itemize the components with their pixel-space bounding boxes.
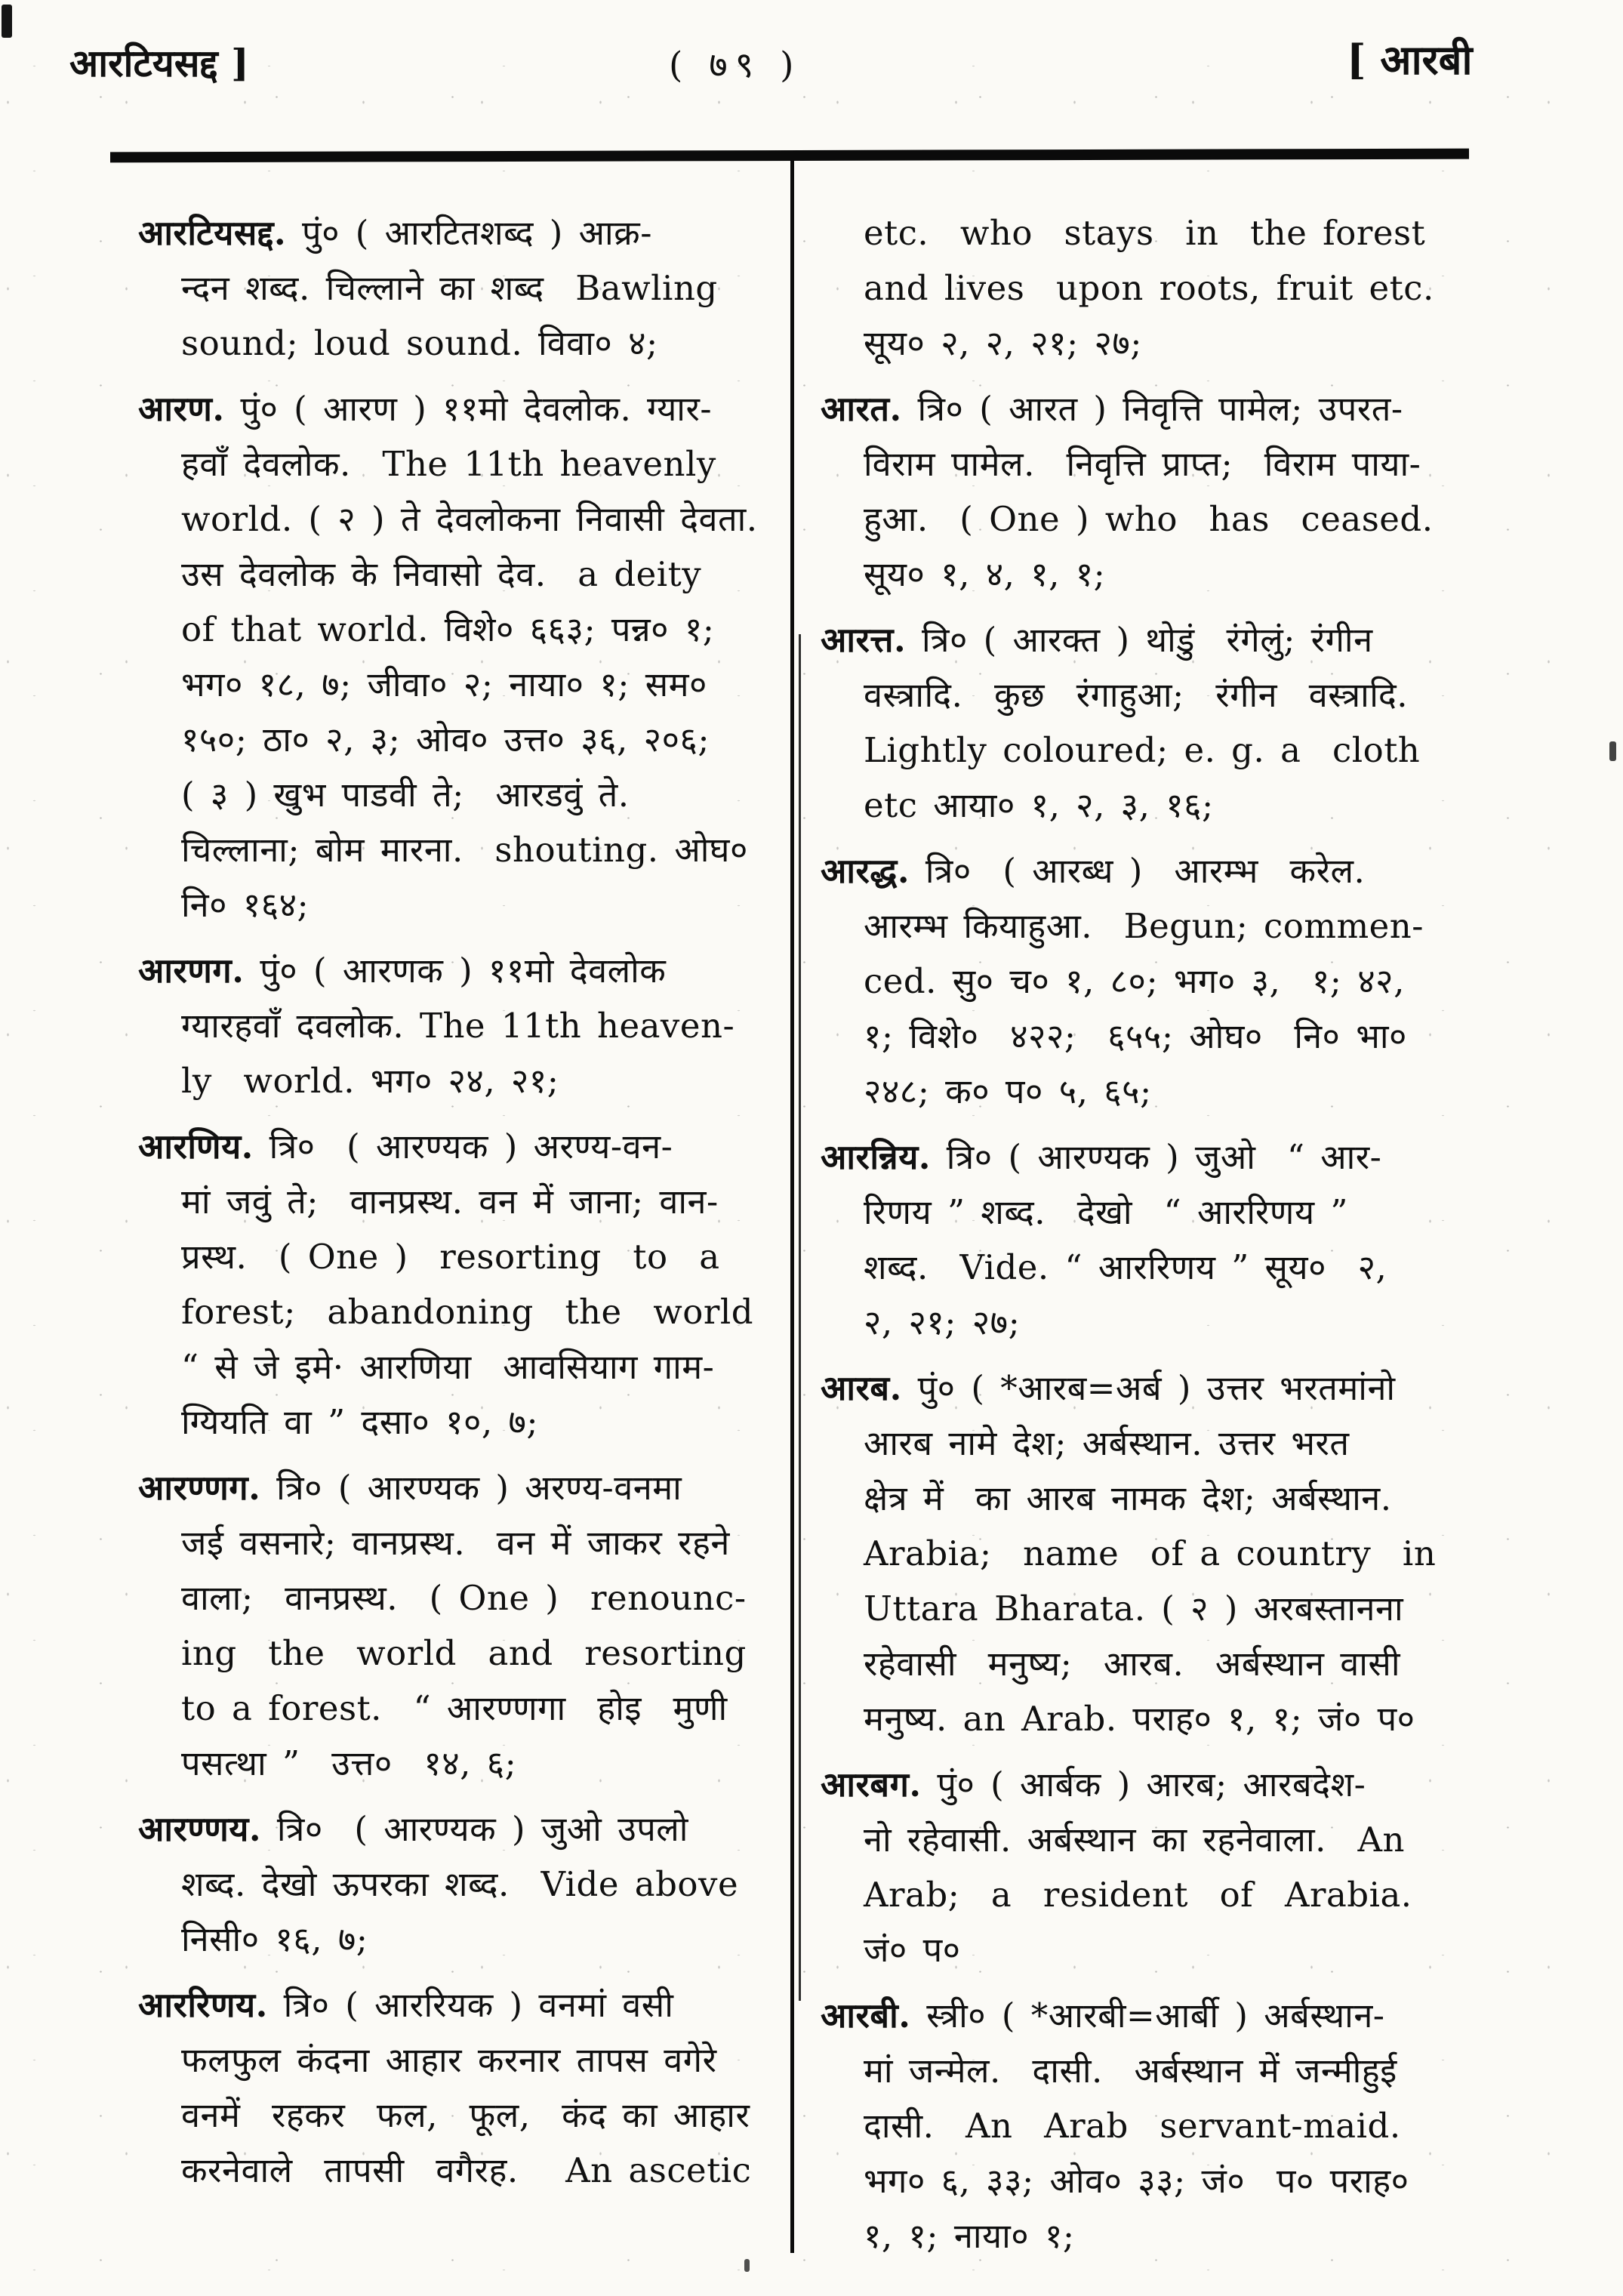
entry-first-line	[138, 943, 790, 998]
entry-text: त्रि० ( आरण्यक ) अरण्य-वनमा	[260, 1468, 682, 1508]
entry-headword: आरब.	[821, 1368, 902, 1408]
column-divider	[790, 160, 794, 2253]
entry-text: पुं० ( आरण ) ११मो देवलोक. ग्यार-	[224, 389, 713, 429]
page-number: ( ७९ )	[669, 45, 802, 86]
entry-line: फलफुल कंदना आहार करनार तापस वगेरे	[181, 2040, 717, 2080]
entry-line: and lives upon roots, fruit etc.	[864, 268, 1434, 308]
entry-line: ced. सु० च० १, ८०; भग० ३, १; ४२,	[864, 961, 1405, 1001]
dictionary-entry	[138, 205, 790, 371]
entry-line: २, २१; २७;	[864, 1302, 1021, 1342]
dictionary-entry	[821, 1361, 1530, 1746]
entry-line: आरब नामे देश; अर्बस्थान. उत्तर भरत	[864, 1423, 1350, 1463]
entry-line: पसत्था ” उत्त० १४, ६;	[181, 1743, 517, 1783]
entry-line: १, १; नाया० १;	[864, 2216, 1075, 2256]
running-head-right-catchword: [ आरबी	[1347, 35, 1473, 84]
entry-first-line	[138, 1801, 790, 1857]
entry-line: मनुष्य. an Arab. पराह० १, १; जं० प०	[864, 1699, 1415, 1739]
entry-text: त्रि० ( आरण्यक ) अरण्य-वन-	[253, 1126, 673, 1166]
entry-line: वनमें रहकर फल, फूल, कंद का आहार	[181, 2095, 750, 2135]
entry-line: शब्द. देखो ऊपरका शब्द. Vide above	[181, 1864, 739, 1904]
entry-first-line	[821, 381, 1530, 436]
entry-headword: आररिणय.	[138, 1985, 268, 2025]
entry-line: “ से जे इमे· आरणिया आवसियाग गाम-	[181, 1347, 715, 1387]
dictionary-entry	[138, 381, 790, 932]
entry-text: त्रि० ( आररियक ) वनमां वसी	[267, 1985, 674, 2025]
entry-line: Arabia; name of a country in	[864, 1533, 1437, 1573]
entry-first-line	[138, 205, 790, 260]
entry-headword: आरण्णय.	[138, 1809, 262, 1849]
dictionary-entry	[821, 1988, 1530, 2264]
scan-artifact	[1609, 741, 1616, 761]
entry-first-line	[138, 381, 790, 436]
entry-line: रिणय ” शब्द. देखो “ आररिणय ”	[864, 1192, 1348, 1232]
entry-line: sound; loud sound. विवा० ४;	[181, 323, 658, 363]
entry-headword: आरबग.	[821, 1764, 922, 1804]
entry-line: नो रहेवासी. अर्बस्थान का रहनेवाला. An	[864, 1820, 1405, 1860]
entry-line: आरम्भ कियाहुआ. Begun; commen-	[864, 906, 1424, 946]
dictionary-entry	[138, 1119, 790, 1450]
entry-line: मां जवुं ते; वानप्रस्थ. वन में जाना; वान-	[181, 1182, 719, 1222]
entry-headword: आरणग.	[138, 951, 245, 991]
entry-line: भग० ६, ३३; ओव० ३३; जं० प० पराह०	[864, 2161, 1409, 2201]
entry-line: जई वसनारे; वानप्रस्थ. वन में जाकर रहने	[181, 1523, 730, 1563]
entry-text: त्रि० ( आरण्यक ) जुओ उपलो	[261, 1809, 688, 1849]
entry-line: सूय० २, २, २१; २७;	[864, 323, 1142, 363]
entry-first-line	[821, 1757, 1530, 1812]
scan-artifact	[2, 5, 12, 38]
entry-text: पुं० ( आरणक ) ११मो देवलोक	[244, 951, 667, 991]
entry-first-line	[821, 612, 1530, 667]
entry-line: नि० १६४;	[181, 885, 310, 925]
entry-first-line	[821, 843, 1530, 898]
entry-line: चिल्लाना; बोम मारना. shouting. ओघ०	[181, 830, 748, 870]
entry-line: जं० प०	[864, 1930, 961, 1970]
entry-line: forest; abandoning the world	[181, 1292, 754, 1332]
running-head-left-catchword: आरटियसद्द ]	[69, 41, 249, 85]
left-column	[138, 205, 790, 2259]
entry-text: पुं० ( *आरब=अर्ब ) उत्तर भरतमांनो	[901, 1368, 1396, 1408]
dictionary-entry	[138, 1801, 790, 1967]
entry-headword: आरटियसद्द.	[138, 213, 287, 253]
entry-line: etc. who stays in the forest	[864, 213, 1426, 253]
entry-line: हुआ. ( One ) who has ceased.	[864, 499, 1434, 539]
dictionary-entry	[821, 843, 1530, 1119]
entry-line: रहेवासी मनुष्य; आरब. अर्बस्थान वासी	[864, 1644, 1401, 1684]
dictionary-entry	[821, 1757, 1530, 1977]
header-rule	[110, 149, 1469, 163]
column-divider-double	[799, 634, 801, 2001]
entry-line: world. ( २ ) ते देवलोकना निवासी देवता.	[181, 499, 758, 539]
dictionary-entry	[138, 943, 790, 1108]
entry-first-line	[821, 1130, 1530, 1185]
entry-text: पुं० ( आरटितशब्द ) आक्र-	[286, 213, 652, 253]
entry-text: स्त्री० ( *आरबी=आर्बी ) अर्बस्थान-	[910, 1996, 1385, 2036]
entry-line: मां जन्मेल. दासी. अर्बस्थान में जन्मीहुई	[864, 2051, 1397, 2091]
entry-line: वस्त्रादि. कुछ रंगाहुआ; रंगीन वस्त्रादि.	[864, 675, 1409, 715]
entry-headword: आरण्णग.	[138, 1468, 261, 1508]
entry-headword: आरबी.	[821, 1996, 911, 2036]
entry-first-line	[821, 1988, 1530, 2043]
entry-first-line	[138, 1119, 790, 1174]
entry-text: त्रि० ( आरक्त ) थोडुं रंगेलुं; रंगीन	[906, 620, 1373, 660]
entry-line: सूय० १, ४, १, १;	[864, 554, 1106, 594]
entry-line: भग० १८, ७; जीवा० २; नाया० १; सम०	[181, 664, 707, 704]
entry-line: न्दन शब्द. चिल्लाने का शब्द Bawling	[181, 268, 718, 308]
entry-first-line	[821, 1361, 1530, 1416]
entry-line: १; विशे० ४२२; ६५५; ओघ० नि० भा०	[864, 1016, 1407, 1056]
entry-headword: आरद्ध.	[821, 851, 910, 891]
right-column	[821, 205, 1530, 2274]
entry-first-line	[138, 1460, 790, 1515]
entry-line: दासी. An Arab servant-maid.	[864, 2106, 1401, 2146]
entry-headword: आरणिय.	[138, 1126, 254, 1166]
entry-line: करनेवाले तापसी वगैरह. An ascetic	[181, 2150, 752, 2190]
entry-headword: आरण.	[138, 389, 225, 429]
entry-line: प्रस्थ. ( One ) resorting to a	[181, 1237, 720, 1277]
entry-line: ग्यारहवाँ दवलोक. The 11th heaven-	[181, 1006, 735, 1046]
entry-line: of that world. विशे० ६६३; पन्न० १;	[181, 609, 715, 649]
entry-headword: आरन्निय.	[821, 1137, 931, 1177]
entry-line: ग्यियति वा ” दसा० १०, ७;	[181, 1402, 539, 1442]
entry-line: to a forest. “ आरण्णगा होइ मुणी	[181, 1688, 728, 1728]
entry-line: २४८; क० प० ५, ६५;	[864, 1071, 1152, 1111]
entry-text: पुं० ( आर्बक ) आरब; आरबदेश-	[921, 1764, 1366, 1804]
entry-line: १५०; ठा० २, ३; ओव० उत्त० ३६, २०६;	[181, 720, 710, 760]
entry-line: वाला; वानप्रस्थ. ( One ) renounc-	[181, 1578, 747, 1618]
entry-line: विराम पामेल. निवृत्ति प्राप्त; विराम पाया-	[864, 444, 1421, 484]
entry-line: उस देवलोक के निवासो देव. a deity	[181, 554, 702, 594]
entry-line: हवाँ देवलोक. The 11th heavenly	[181, 444, 716, 484]
entry-text: त्रि० ( आरण्यक ) जुओ “ आर-	[930, 1137, 1382, 1177]
entry-line: Uttara Bharata. ( २ ) अरबस्तानना	[864, 1589, 1404, 1629]
entry-line: ly world. भग० २४, २१;	[181, 1061, 559, 1101]
entry-text: त्रि० ( आरब्ध ) आरम्भ करेल.	[910, 851, 1366, 891]
entry-headword: आरत्त.	[821, 620, 907, 660]
entry-line: क्षेत्र में का आरब नामक देश; अर्बस्थान.	[864, 1478, 1392, 1518]
entry-line: निसी० १६, ७;	[181, 1919, 368, 1959]
scan-artifact	[744, 2259, 750, 2272]
dictionary-entry	[138, 1977, 790, 2198]
dictionary-entry	[821, 381, 1530, 602]
entry-first-line	[138, 1977, 790, 2032]
entry-line: शब्द. Vide. “ आररिणय ” सूय० २,	[864, 1247, 1387, 1287]
entry-line: Lightly coloured; e. g. a cloth	[864, 730, 1421, 770]
entry-line: ing the world and resorting	[181, 1633, 747, 1673]
entry-line: etc आया० १, २, ३, १६;	[864, 785, 1214, 825]
entry-text: त्रि० ( आरत ) निवृत्ति पामेल; उपरत-	[901, 389, 1403, 429]
dictionary-entry	[821, 205, 1530, 371]
dictionary-entry	[821, 1130, 1530, 1350]
entry-line: ( ३ ) खुभ पाडवी ते; आरडवुं ते.	[181, 775, 630, 815]
entry-line: Arab; a resident of Arabia.	[864, 1875, 1412, 1915]
dictionary-entry	[821, 612, 1530, 833]
dictionary-entry	[138, 1460, 790, 1791]
entry-headword: आरत.	[821, 389, 902, 429]
